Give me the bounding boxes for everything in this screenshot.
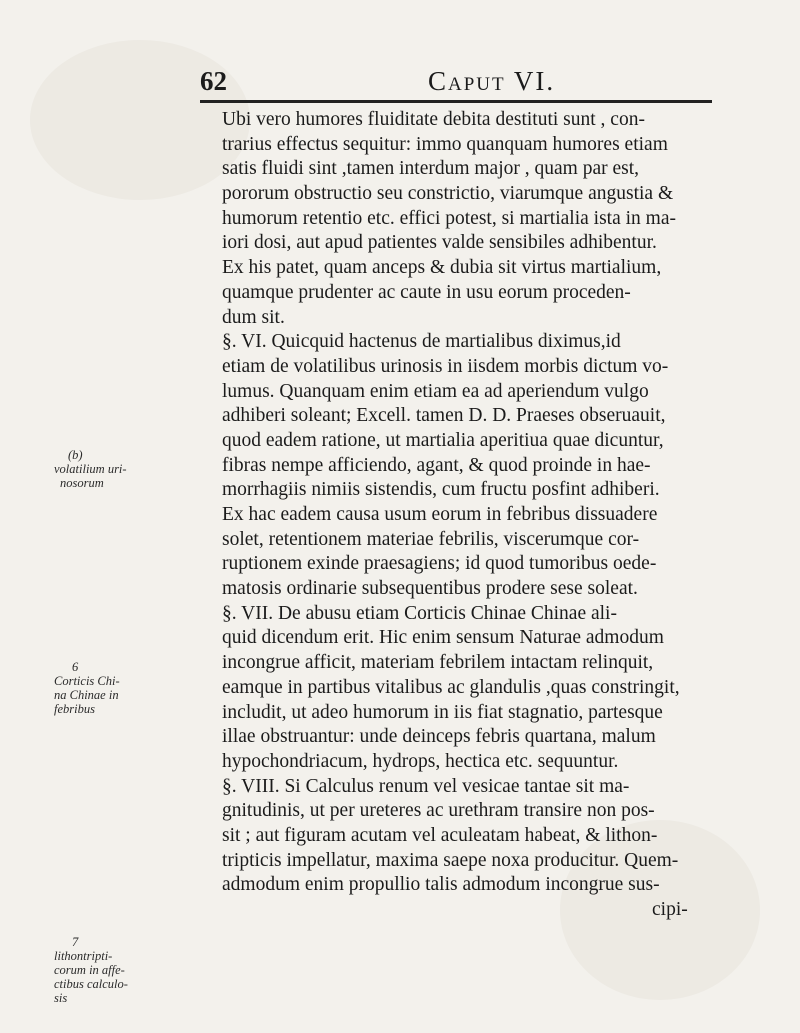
text-line: pororum obstructio seu constrictio, viarumque angustia & [222,183,674,205]
text-line: humorum retentio etc. effici potest, si martialia ista in ma- [222,207,676,229]
text-line: Ex his patet, quam anceps & dubia sit virtus martialium, [222,257,662,279]
text-line: trarius effectus sequitur: immo quanquam humores etiam [222,133,668,155]
margin-note-line: sis [54,991,68,1005]
margin-note-line: 7 [72,935,79,949]
margin-note-line: volatilium uri- [54,462,127,476]
text-line: ruptionem exinde praesagiens; id quod tumoribus oede- [222,553,657,575]
text-line: Ubi vero humores fluiditate debita destituti sunt , con- [222,109,645,130]
text-line: hypochondriacum, hydrops, hectica etc. sequuntur. [222,750,619,772]
text-line: quid dicendum erit. Hic enim sensum Naturae admodum [222,627,664,649]
text-line: includit, ut adeo humorum in iis fiat stagnatio, partesque [222,701,663,723]
text-line: etiam de volatilibus urinosis in iisdem morbis dictum vo- [222,355,669,377]
text-line: solet, retentionem materiae febrilis, viscerumque cor- [222,528,640,550]
text-line: fibras nempe afficiendo, agant, & quod proinde in hae- [222,454,651,476]
margin-note-line: 6 [72,660,79,674]
header-rule [200,100,712,103]
paper-stain [30,40,250,200]
margin-note-line: febribus [54,702,95,716]
text-line: §. VIII. Si Calculus renum vel vesicae tantae sit ma- [222,775,630,797]
running-title: Caput VI. [428,66,556,96]
text-line: eamque in partibus vitalibus ac glandulis ,quas constringit, [222,676,680,698]
text-line: iori dosi, aut apud patientes valde sensibiles adhibentur. [222,232,657,254]
text-line: quod eadem ratione, ut martialia aperitiua quae dicuntur, [222,429,664,451]
text-line: sit ; aut figuram acutam vel aculeatam habeat, & lithon- [222,824,658,846]
margin-note-line: na Chinae in [54,688,119,702]
margin-note-line: (b) [68,448,83,462]
text-line: satis fluidi sint ,tamen interdum major , quam par est, [222,158,640,180]
margin-note-corticis [54,660,150,716]
text-line: matosis ordinarie subsequentibus prodere sese soleat. [222,578,638,600]
text-line: admodum enim propullio talis admodum incongrue sus- [222,874,660,896]
text-line: cipi- [652,899,688,920]
margin-note-line: corum in affe- [54,963,125,977]
margin-note-volatilium [54,448,150,490]
page-number: 62 [200,66,227,96]
body-text [222,108,762,923]
text-line: lumus. Quanquam enim etiam ea ad aperiendum vulgo [222,380,649,402]
text-line: illae obstruantur: unde deinceps febris quartana, malum [222,726,656,748]
margin-note-lithontripticorum [54,935,150,1005]
text-line: §. VII. De abusu etiam Corticis Chinae Chinae ali- [222,602,617,624]
text-line: dum sit. [222,306,285,328]
text-line: §. VI. Quicquid hactenus de martialibus diximus,id [222,331,621,353]
text-line: tripticis impellatur, maxima saepe noxa producitur. Quem- [222,849,679,871]
text-line: adhiberi soleant; Excell. tamen D. D. Praeses obseruauit, [222,405,666,427]
text-line: morrhagiis nimiis sistendis, cum fructu posfint adhiberi. [222,479,660,501]
text-line: quamque prudenter ac caute in usu eorum proceden- [222,281,631,303]
margin-note-line: ctibus calculo- [54,977,128,991]
text-line: Ex hac eadem causa usum eorum in febribus dissuadere [222,504,658,525]
margin-note-line: Corticis Chi- [54,674,120,688]
margin-note-line: lithontripti- [54,949,113,963]
margin-note-line: nosorum [60,476,104,490]
text-line: incongrue afficit, materiam febrilem intactam relinquit, [222,652,654,674]
text-line: gnitudinis, ut per ureteres ac urethram transire non pos- [222,800,655,822]
